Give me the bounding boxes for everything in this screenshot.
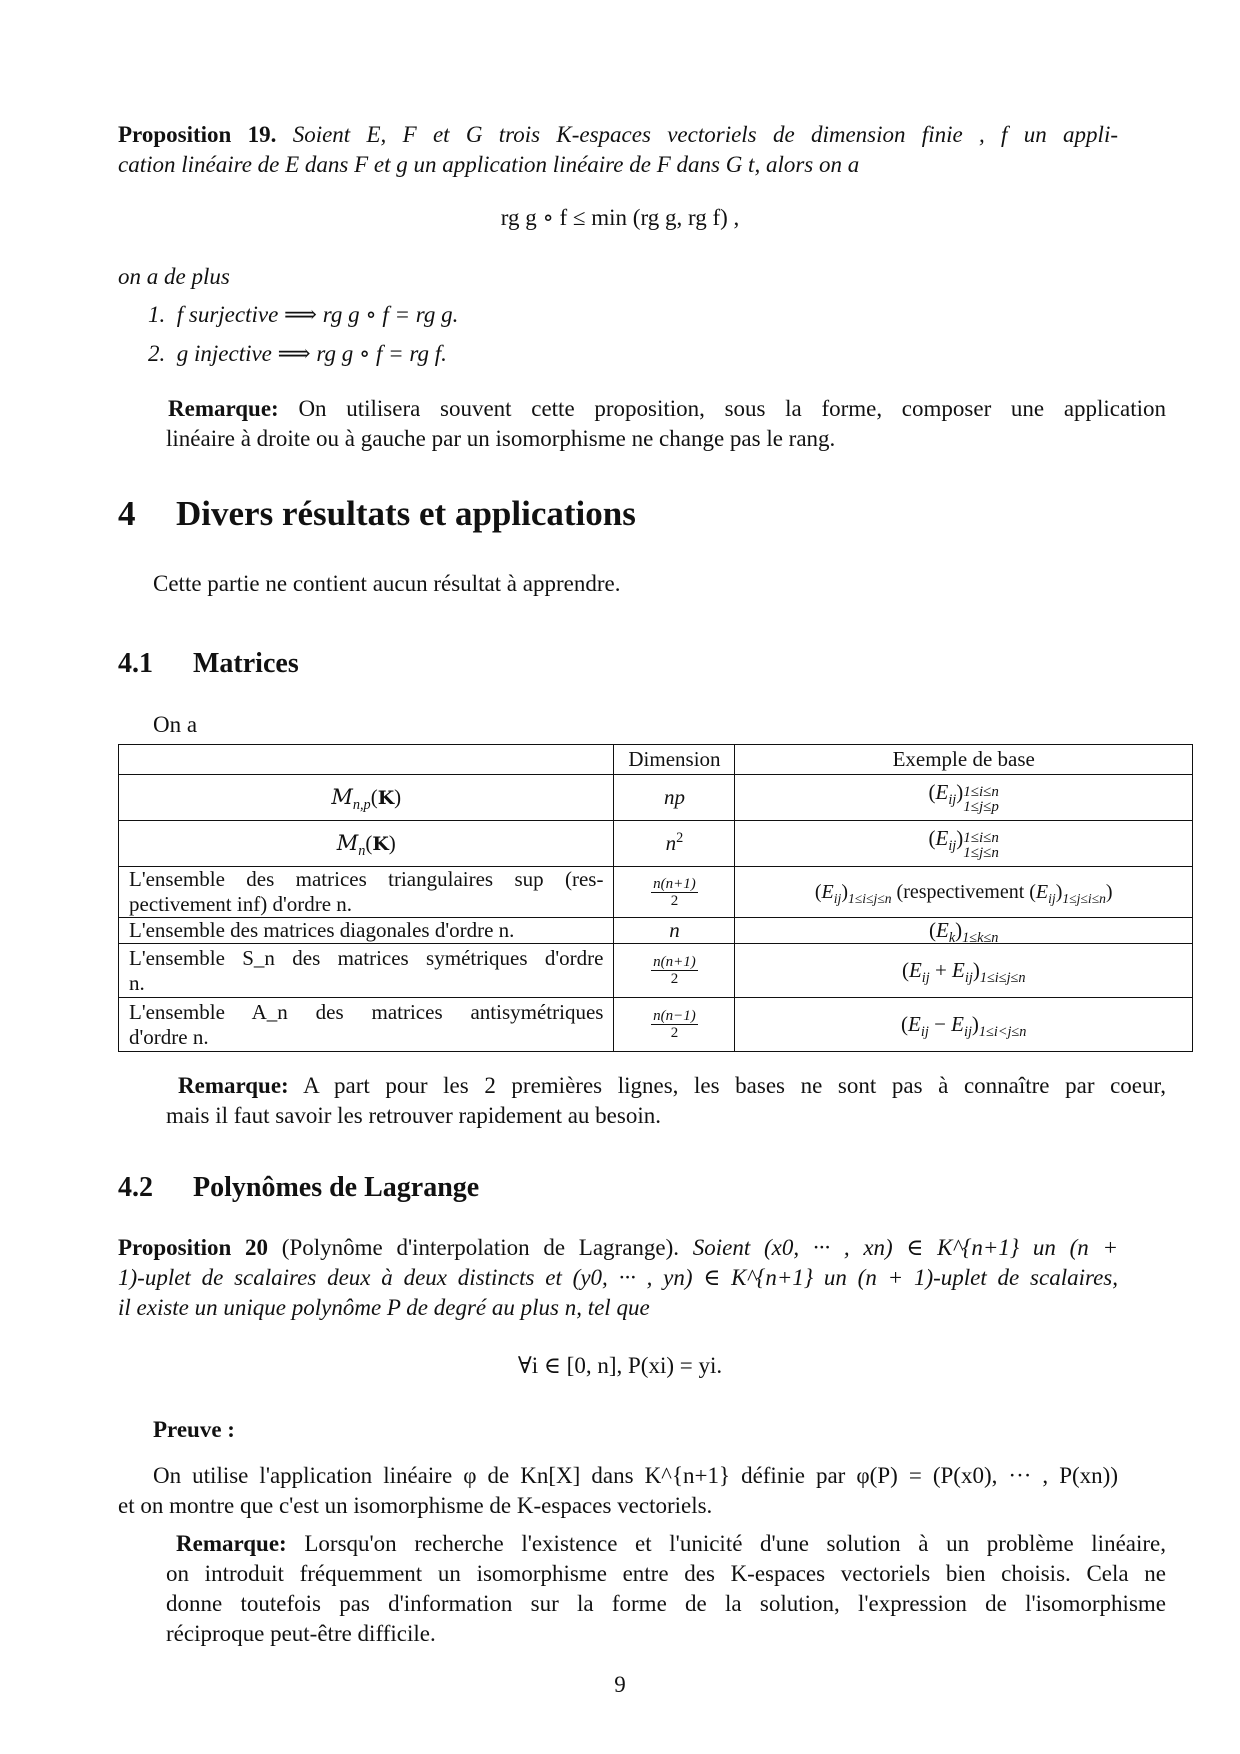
section4-heading <box>118 494 636 534</box>
table-header-cell: Dimension <box>614 745 735 775</box>
table-header-cell <box>119 745 614 775</box>
table-cell-basis: $(E_{ij})1\le i\le n$ 1≤j≤p <box>735 775 1193 821</box>
section4-title: Divers résultats et applications <box>176 494 636 533</box>
table-cell-basis: $(E_k)_{1\le k\le n}$ <box>735 918 1193 944</box>
table-cell-dimension: $\frac{n(n+1)}{2}$ <box>614 944 735 998</box>
section42-number: 4.2 <box>118 1172 153 1203</box>
table-cell-line: L'ensemble des matrices triangulaires sup (res- <box>129 867 604 891</box>
table-cell-basis: $(E_{ij})_{1\le i\le j\le n}$ (respectivement $(E_{ij})_{1\le j\le i\le n}$) <box>735 867 1193 918</box>
proof-label: Preuve : <box>153 1417 235 1442</box>
table-row <box>119 918 1193 944</box>
prop19-item2: 2. g injective ⟹ rg g ∘ f = rg f. <box>148 341 447 366</box>
section41-number: 4.1 <box>118 648 153 679</box>
table-cell-object <box>119 867 614 918</box>
remark3-line1 <box>176 1529 1166 1559</box>
table-row <box>119 775 1193 821</box>
remark1-line1 <box>168 394 1166 424</box>
table-row <box>119 998 1193 1052</box>
section42-heading <box>118 1171 479 1205</box>
prop20-line1 <box>118 1233 1118 1263</box>
section41-on-a: On a <box>153 712 198 737</box>
table-cell-line: pectivement inf) d'ordre n. <box>129 892 353 916</box>
prop19-formula: rg g ∘ f ≤ min (rg g, rg f) , <box>500 205 740 230</box>
prop19-item1: 1. f surjective ⟹ rg g ∘ f = rg g. <box>148 302 459 327</box>
prop20-name: (Polynôme d'interpolation de Lagrange). <box>281 1235 680 1260</box>
remark3-line1-text: Lorsqu'on recherche l'existence et l'unicité d'une solution à un problème linéaire, <box>304 1531 1166 1556</box>
section41-title: Matrices <box>193 648 299 679</box>
remark3-line3: donne toutefois pas d'information sur la forme de la solution, l'expression de l'isomorphisme <box>166 1591 1166 1616</box>
table-cell-line: L'ensemble S_n des matrices symétriques d'ordre <box>129 945 604 970</box>
table-cell-line: n. <box>129 970 145 995</box>
table-row <box>119 867 1193 918</box>
prop19-line1-text: Soient E, F et G trois K-espaces vectoriels de dimension finie , f un appli- <box>292 122 1118 147</box>
prop20-line2: 1)-uplet de scalaires deux à deux distincts et (y0, ··· , yn) ∈ K^{n+1} un (n + 1)-uplet de scalaires, <box>118 1265 1118 1290</box>
remark2-line1 <box>178 1071 1166 1101</box>
remark3-line2: on introduit fréquemment un isomorphisme entre des K-espaces vectoriels bien choisis. Cela ne <box>166 1561 1166 1586</box>
remark2-line2: mais il faut savoir les retrouver rapidement au besoin. <box>166 1103 661 1128</box>
page-number: 9 <box>614 1672 626 1697</box>
table-cell-object <box>119 998 614 1052</box>
prop19-item2-text: g injective ⟹ rg g ∘ f = rg f. <box>176 341 447 366</box>
table-cell-line: L'ensemble A_n des matrices antisymétriques <box>129 999 604 1024</box>
prop19-label: Proposition 19. <box>118 122 277 147</box>
remark2-line1-text: A part pour les 2 premières lignes, les bases ne sont pas à connaître par coeur, <box>303 1073 1166 1098</box>
section41-heading <box>118 647 299 681</box>
table-row <box>119 944 1193 998</box>
table-header-cell: Exemple de base <box>735 745 1193 775</box>
table-cell-dimension: n <box>614 918 735 944</box>
prop19-item1-text: f surjective ⟹ rg g ∘ f = rg g. <box>176 302 459 327</box>
table-cell-dimension: $\frac{n(n-1)}{2}$ <box>614 998 735 1052</box>
table-cell-basis: $(E_{ij} - E_{ij})_{1\le i<j\le n}$ <box>735 998 1193 1052</box>
table-header-row <box>119 745 1193 775</box>
prop20-formula: ∀i ∈ [0, n], P(xi) = yi. <box>517 1353 723 1378</box>
table-cell-basis: $(E_{ij})1\le i\le n$ 1≤j≤n <box>735 821 1193 867</box>
table-cell-dimension: $\frac{n(n+1)}{2}$ <box>614 867 735 918</box>
remark1-line1-text: On utilisera souvent cette proposition, sous la forme, composer une application <box>298 396 1167 421</box>
proof-line2: et on montre que c'est un isomorphisme de K-espaces vectoriels. <box>118 1493 713 1518</box>
matrix-spaces-table <box>118 744 1193 1052</box>
table-cell-object: $M_{n,p}(K)$ <box>119 775 614 821</box>
table-row <box>119 821 1193 867</box>
prop20-line3: il existe un unique polynôme P de degré au plus n, tel que <box>118 1295 650 1320</box>
prop19-line1 <box>118 120 1118 150</box>
section42-title: Polynômes de Lagrange <box>193 1172 480 1203</box>
prop19-on-a-de-plus: on a de plus <box>118 264 230 289</box>
remark2-label: Remarque: <box>178 1073 289 1098</box>
prop20-line1-text: Soient (x0, ··· , xn) ∈ K^{n+1} un (n + <box>692 1235 1119 1260</box>
table-cell-object: L'ensemble des matrices diagonales d'ordre n. <box>119 918 614 944</box>
table-cell-object: $M_n(K)$ <box>119 821 614 867</box>
table-cell-object <box>119 944 614 998</box>
remark3-line4: réciproque peut-être difficile. <box>166 1621 436 1646</box>
section4-intro: Cette partie ne contient aucun résultat à apprendre. <box>153 571 621 596</box>
remark1-label: Remarque: <box>168 396 279 421</box>
remark1-line2: linéaire à droite ou à gauche par un isomorphisme ne change pas le rang. <box>166 426 836 451</box>
table-cell-dimension: np <box>614 775 735 821</box>
table-cell-dimension: $n^2$ <box>614 821 735 867</box>
prop20-label: Proposition 20 <box>118 1235 269 1260</box>
section4-number: 4 <box>118 494 136 533</box>
remark3-label: Remarque: <box>176 1531 287 1556</box>
prop19-line2: cation linéaire de E dans F et g un application linéaire de F dans G t, alors on a <box>118 152 860 177</box>
table-cell-basis: $(E_{ij} + E_{ij})_{1\le i\le j\le n}$ <box>735 944 1193 998</box>
proof-line1: On utilise l'application linéaire φ de Kn[X] dans K^{n+1} définie par φ(P) = (P(x0), ··· , P(xn)) <box>153 1463 1118 1488</box>
table-cell-line: d'ordre n. <box>129 1024 209 1049</box>
